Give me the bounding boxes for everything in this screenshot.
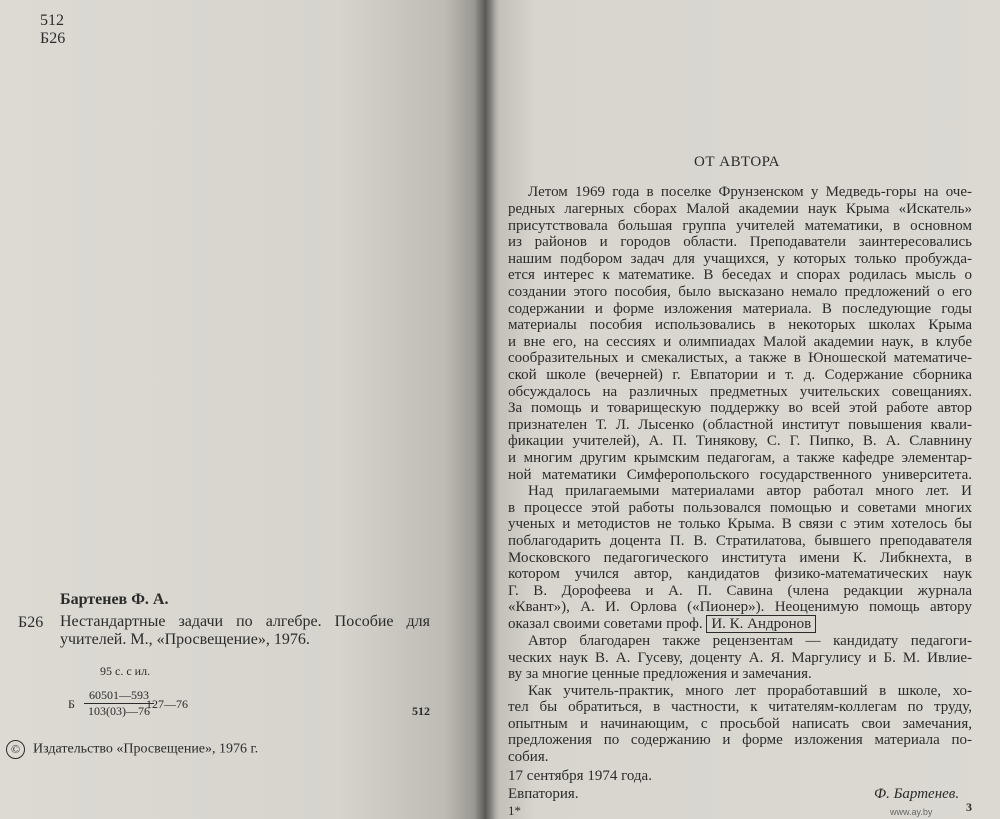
- preface-line: собия.: [508, 749, 549, 765]
- preface-line: Г. В. Дорофеева и А. П. Савина (члена редакции журнала: [508, 583, 972, 599]
- preface-line: нашим подбором задач для учащихся, у которых только пробужда-: [508, 251, 972, 267]
- preface-place: Евпатория.: [508, 786, 579, 802]
- udk-code: 512: [40, 12, 64, 29]
- formula-numerator: 60501—593: [84, 688, 154, 704]
- preface-line: Автор благодарен также рецензентам — кандидату педагоги-: [528, 633, 972, 649]
- preface-line: тел бы обратиться, в частности, к читателям-коллегам по труду,: [508, 699, 972, 715]
- formula-denominator: 103(03)—76: [88, 704, 150, 718]
- preface-line: ской школе (вечерней) г. Евпатории и т. д. Содержание сборника: [508, 367, 972, 383]
- catalog-classification: 512: [412, 704, 430, 718]
- preface-line: ву за многие ценные предложения и замечания.: [508, 666, 812, 682]
- preface-line: Московского педагогического института имени К. Либкнехта, в: [508, 550, 972, 566]
- catalog-description: Нестандартные задачи по алгебре. Пособие для учителей. М., «Просвещение», 1976.: [60, 613, 430, 648]
- preface-line: из районов и городов области. Преподаватели заинтересовались: [508, 234, 972, 250]
- preface-line: в процессе этой работы пользовался помощью и советами многих: [508, 500, 972, 516]
- watermark: www.ay.by: [890, 807, 933, 817]
- preface-line: поблагодарить доцента П. В. Стратилатова, бывшего преподавателя: [508, 533, 972, 549]
- preface-line: обсуждалось на различных предметных учительских совещаниях.: [508, 384, 972, 400]
- author-signature: Ф. Бартенев.: [874, 786, 960, 802]
- preface-line: опытным и начинающим, с просьбой написать свои замечания,: [508, 716, 972, 732]
- preface-line: «Квант»), А. И. Орлова («Пионер»). Неоценимую помощь автору: [508, 599, 972, 615]
- preface-line: признателен Т. Л. Лысенко (областной институт повышения квали-: [508, 417, 972, 433]
- boxed-name: И. К. Андронов: [706, 615, 816, 633]
- left-page: [0, 0, 484, 819]
- preface-line: фикации учителей), А. П. Тинякову, С. Г. Пипко, В. А. Славнину: [508, 433, 972, 449]
- preface-line: сообразительных и смекалистых, а также в Юношеской математиче-: [508, 350, 972, 366]
- preface-line: материалы пособия использовались в некоторых школах Крыма: [508, 317, 972, 333]
- signature-mark: 1*: [508, 803, 521, 818]
- catalog-pages: 95 с. с ил.: [100, 664, 151, 678]
- preface-line: предложения по содержанию и форме изложения материала по-: [508, 732, 972, 748]
- page-number: 3: [966, 800, 972, 814]
- preface-line: присутствовала большая группа учителей математики, в основном: [508, 218, 972, 234]
- preface-line: ется интерес к математике. В беседах и спорах родилась мысль о: [508, 267, 972, 283]
- preface-line: ной математики Симферопольского государственного университета.: [508, 467, 972, 483]
- udk-block: [40, 12, 65, 48]
- catalog-formula-letter: Б: [68, 697, 75, 711]
- book-gutter: [474, 0, 496, 819]
- preface-date: 17 сентября 1974 года.: [508, 768, 652, 784]
- preface-line: ученых и методистов не только Крыма. В связи с этим хотелось бы: [508, 516, 972, 532]
- preface-line-with-box: [508, 616, 972, 633]
- preface-line: За помощь и товарищескую поддержку во всей этой работе автор: [508, 400, 972, 416]
- preface-line: ческих наук В. А. Гусеву, доценту А. Я. Маргулису и Б. М. Ивлие-: [508, 650, 972, 666]
- preface-line: и вне его, на сессиях и олимпиадах Малой академии наук, в клубе: [508, 334, 972, 350]
- preface-line: содержании и форме изложения материала. В последующие годы: [508, 301, 972, 317]
- preface-line: котором учился автор, кандидатов физико-математических наук: [508, 566, 972, 582]
- preface-line: оказал своими советами проф.: [508, 616, 703, 632]
- preface-line: и многим другим крымским педагогам, а также кафедре элементар-: [508, 450, 972, 466]
- preface-line: редных лагерных сборах Малой академии наук Крыма «Искатель»: [508, 201, 972, 217]
- preface-line: Как учитель-практик, много лет проработавший в школе, хо-: [528, 683, 972, 699]
- catalog-author: Бартенев Ф. А.: [60, 591, 169, 608]
- catalog-formula-fraction: [84, 688, 154, 719]
- preface-line: создании этого пособия, было высказано немало предложений о его: [508, 284, 972, 300]
- catalog-library-code: Б26: [18, 614, 44, 631]
- preface-line: Над прилагаемыми материалами автор работал много лет. И: [528, 483, 972, 499]
- preface-heading: ОТ АВТОРА: [694, 154, 780, 170]
- copyright-text: Издательство «Просвещение», 1976 г.: [33, 741, 259, 757]
- preface-line: Летом 1969 года в поселке Фрунзенском у Медведь-горы на оче-: [528, 184, 972, 200]
- copyright-icon: ©: [6, 740, 25, 759]
- catalog-formula-tail: 127—76: [146, 697, 188, 711]
- copyright-line: [6, 740, 258, 759]
- bbk-code: Б26: [40, 30, 66, 47]
